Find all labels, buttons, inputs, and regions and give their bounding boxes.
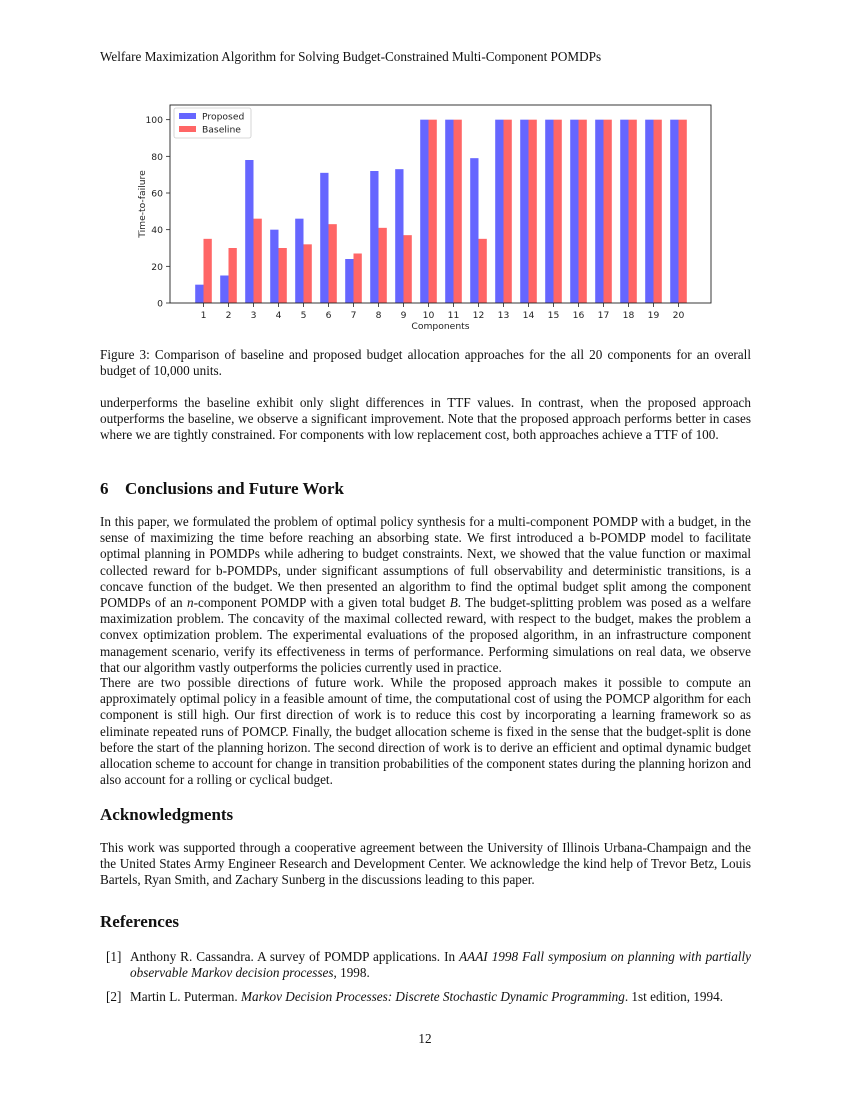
y-tick-label: 40 bbox=[151, 225, 163, 237]
bar-proposed-20 bbox=[670, 120, 678, 303]
x-tick-label: 8 bbox=[375, 310, 382, 321]
x-tick-label: 2 bbox=[225, 310, 232, 321]
section-heading-6 bbox=[100, 479, 344, 499]
reference-authors: Anthony R. Cassandra. A survey of POMDP applications. In bbox=[130, 949, 460, 964]
bar-baseline-9 bbox=[404, 235, 412, 303]
reference-authors: Martin L. Puterman. bbox=[130, 989, 241, 1004]
x-tick-label: 6 bbox=[325, 310, 332, 321]
x-tick-label: 18 bbox=[622, 310, 635, 321]
math-n: n bbox=[186, 595, 194, 611]
x-tick-label: 19 bbox=[647, 310, 660, 321]
bar-proposed-5 bbox=[295, 219, 303, 303]
bar-proposed-10 bbox=[420, 120, 428, 303]
bar-proposed-4 bbox=[270, 230, 278, 303]
figure-caption: Figure 3: Comparison of baseline and proposed budget allocation approaches for the all 20 components for an overall budget of 10,000 units. bbox=[100, 347, 751, 379]
bar-proposed-8 bbox=[370, 171, 378, 303]
bar-proposed-9 bbox=[395, 169, 403, 303]
bar-proposed-1 bbox=[195, 285, 203, 303]
bar-baseline-11 bbox=[454, 120, 462, 303]
x-tick-label: 17 bbox=[597, 310, 610, 321]
section-number: 6 bbox=[100, 479, 109, 498]
bar-proposed-13 bbox=[495, 120, 503, 303]
bar-baseline-5 bbox=[304, 244, 312, 303]
x-tick-label: 1 bbox=[200, 310, 207, 321]
reference-number: [1] bbox=[106, 949, 122, 964]
bar-proposed-15 bbox=[545, 120, 553, 303]
running-head: Welfare Maximization Algorithm for Solving Budget-Constrained Multi-Component POMDPs bbox=[100, 49, 602, 64]
bar-baseline-7 bbox=[354, 254, 362, 304]
references-heading: References bbox=[100, 912, 179, 931]
bar-proposed-11 bbox=[445, 120, 453, 303]
x-tick-label: 3 bbox=[250, 310, 257, 321]
acknowledgments-text: This work was supported through a cooperative agreement between the University of Illinois Urbana-Champaign and the the United States Army Engineer Research and Development Center. We acknowledge the kind help of Trevor Betz, Louis Bartels, Ryan Smith, and Zachary Sunberg in the discussions leading to this paper. bbox=[100, 840, 751, 888]
legend-swatch-baseline bbox=[179, 126, 196, 132]
bar-baseline-18 bbox=[629, 120, 637, 303]
x-tick-label: 11 bbox=[447, 310, 460, 321]
bar-baseline-3 bbox=[254, 219, 262, 303]
x-tick-label: 7 bbox=[350, 310, 357, 321]
text-run: In this paper, we formulated the problem of optimal policy synthesis for a multi-component POMDP with a budget, in the sense of maximizing the time before reaching an absorbing state. We first introduced a b-POMDP model to facilitate optimal planning in POMDPs while adhering to budget constraints. Next, we showed that the value function or maximal collected reward for b-POMDPs, under significant assumptions of full observability and deterministic transitions, is a concave function of the budget. We then presented an algorithm to find the optimal budget split among the component POMDPs of an bbox=[100, 514, 751, 611]
x-tick-label: 10 bbox=[422, 310, 435, 321]
legend-swatch-proposed bbox=[179, 113, 196, 119]
bar-baseline-13 bbox=[504, 120, 512, 303]
bar-baseline-12 bbox=[479, 239, 487, 303]
bar-baseline-16 bbox=[579, 120, 587, 303]
bar-baseline-8 bbox=[379, 228, 387, 303]
bar-proposed-3 bbox=[245, 160, 253, 303]
bar-baseline-14 bbox=[529, 120, 537, 303]
x-tick-label: 5 bbox=[300, 310, 307, 321]
reference-venue: AAAI 1998 Fall symposium on planning with partially observable Markov decision processes bbox=[130, 949, 751, 981]
reference-venue: Markov Decision Processes: Discrete Stochastic Dynamic Programming bbox=[240, 989, 625, 1004]
y-tick-label: 60 bbox=[151, 188, 163, 200]
bar-baseline-15 bbox=[554, 120, 562, 303]
bar-baseline-4 bbox=[279, 248, 287, 303]
reference-rest: . 1st edition, 1994. bbox=[624, 989, 723, 1004]
bar-proposed-12 bbox=[470, 158, 478, 303]
reference-number: [2] bbox=[106, 989, 122, 1004]
y-axis-label: Time-to-failure bbox=[137, 170, 148, 238]
bar-baseline-17 bbox=[604, 120, 612, 303]
x-axis-label: Components bbox=[411, 321, 470, 332]
bar-baseline-20 bbox=[679, 120, 687, 303]
y-tick-label: 100 bbox=[145, 115, 163, 127]
reference-item bbox=[100, 989, 751, 1005]
x-tick-label: 15 bbox=[547, 310, 560, 321]
bar-proposed-14 bbox=[520, 120, 528, 303]
bar-proposed-17 bbox=[595, 120, 603, 303]
bar-proposed-16 bbox=[570, 120, 578, 303]
bar-chart bbox=[100, 92, 750, 337]
paragraph-continued: underperforms the baseline exhibit only slight differences in TTF values. In contrast, when the proposed approach outperforms the baseline, we observe a significant improvement. Note that the proposed approach performs better in cases where we are tightly constrained. For components with low replacement cost, both approaches achieve a TTF of 100. bbox=[100, 395, 751, 443]
x-tick-label: 16 bbox=[572, 310, 585, 321]
x-tick-label: 13 bbox=[497, 310, 510, 321]
section-title: Conclusions and Future Work bbox=[125, 479, 345, 498]
page-number: 12 bbox=[418, 1031, 432, 1046]
bar-proposed-18 bbox=[620, 120, 628, 303]
acknowledgments-heading: Acknowledgments bbox=[100, 805, 234, 824]
conclusions-paragraph-2: There are two possible directions of future work. While the proposed approach makes it possible to compute an approximately optimal policy in a feasible amount of time, the computational cost of using the POMCP algorithm for each component is still high. Our first direction of work is to reduce this cost by incorporating a learning framework so as eliminate repeated runs of POMCP. Finally, the budget allocation scheme is fixed in the sense that the budget-split is done before the start of the planning horizon. The second direction of work is to derive an efficient and optimal dynamic budget allocation scheme to account for change in transition probabilities of the component states during the planning horizon and also account for a rolling or cyclical budget. bbox=[100, 675, 751, 788]
reference-item bbox=[100, 949, 751, 981]
figure-3 bbox=[100, 92, 750, 337]
bar-baseline-1 bbox=[204, 239, 212, 303]
x-tick-label: 4 bbox=[275, 310, 282, 321]
bar-proposed-7 bbox=[345, 259, 353, 303]
x-tick-label: 20 bbox=[672, 310, 685, 321]
x-tick-label: 12 bbox=[472, 310, 485, 321]
text-run: -component POMDP with a given total budget bbox=[193, 595, 450, 611]
bar-baseline-2 bbox=[229, 248, 237, 303]
bar-baseline-6 bbox=[329, 224, 337, 303]
x-tick-label: 14 bbox=[522, 310, 535, 321]
conclusions-paragraph-1 bbox=[100, 514, 751, 676]
y-tick-label: 0 bbox=[157, 298, 163, 310]
math-B: B bbox=[449, 595, 458, 611]
bar-proposed-19 bbox=[645, 120, 653, 303]
bar-proposed-6 bbox=[320, 173, 328, 303]
x-tick-label: 9 bbox=[400, 310, 407, 321]
y-tick-label: 20 bbox=[151, 261, 163, 273]
bar-baseline-19 bbox=[654, 120, 662, 303]
y-tick-label: 80 bbox=[151, 151, 163, 163]
text-run: . The budget-splitting problem was posed as a welfare maximization problem. The concavity of the maximal collected reward, with respect to the budget, makes the problem a convex optimization problem. The experimental evaluations of the proposed algorithm, in an infrastructure component management scenario, verify its effectiveness in terms of performance. Performing simulations on real data, we observe that our algorithm vastly outperforms the policies currently used in practice. bbox=[100, 595, 752, 675]
reference-rest: , 1998. bbox=[333, 965, 370, 981]
bar-proposed-2 bbox=[220, 276, 228, 304]
bar-baseline-10 bbox=[429, 120, 437, 303]
legend-label-baseline: Baseline bbox=[202, 124, 241, 136]
legend-label-proposed: Proposed bbox=[202, 111, 245, 123]
